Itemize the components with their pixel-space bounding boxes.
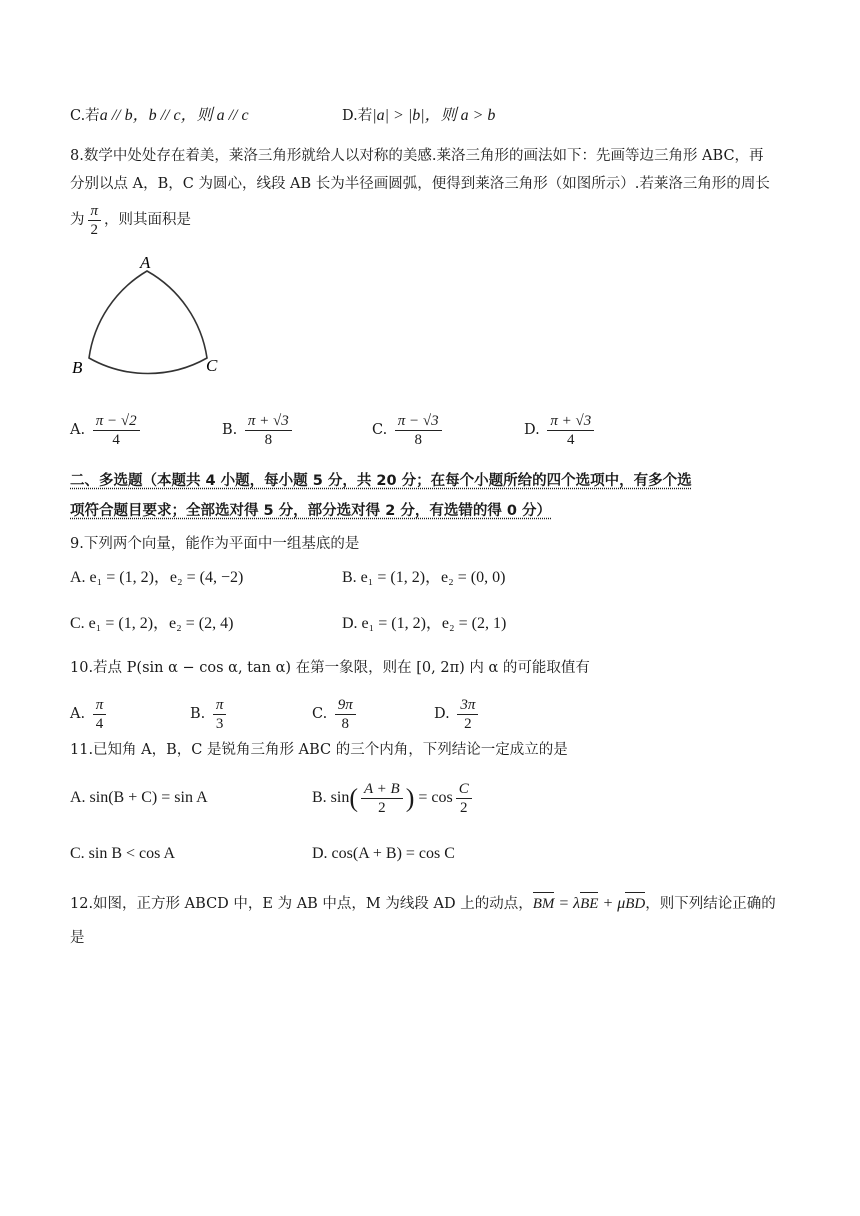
frac-numerator: A + B [361, 780, 403, 799]
frac-numerator: π + √3 [547, 412, 594, 431]
q12-eq-lambda: = λ [554, 895, 581, 912]
option-label: D. [434, 706, 450, 722]
reuleaux-triangle-figure [60, 250, 240, 380]
q11-option-b-label: B. sin [312, 789, 350, 806]
q8-option-c [372, 410, 445, 450]
option-fraction [335, 696, 356, 733]
frac-denominator: 8 [264, 431, 273, 448]
frac-numerator: π [88, 202, 102, 221]
q12-line-1 [70, 892, 776, 914]
q9-option-d: D. e₁ = (1, 2)，e₂ = (2, 1) [342, 615, 507, 632]
frac-denominator: 8 [414, 431, 422, 448]
option-label: D. [524, 422, 540, 438]
vector-be: BE [580, 892, 598, 914]
q11-option-a: A. sin(B + C) = sin A [70, 789, 208, 806]
frac-denominator: 2 [378, 799, 386, 816]
option-label: B. [190, 706, 206, 722]
q7-option-d [342, 106, 495, 126]
frac-numerator: π [93, 696, 107, 715]
frac-denominator: 2 [464, 715, 472, 732]
q7-option-c [70, 106, 249, 126]
reuleaux-triangle-outline [89, 271, 207, 374]
option-label: C. [312, 706, 328, 722]
q9-stem: 9.下列两个向量，能作为平面中一组基底的是 [70, 536, 360, 552]
frac-numerator: π + √3 [245, 412, 292, 431]
frac-denominator: 2 [459, 799, 468, 816]
vector-bd: BD [625, 892, 645, 914]
q12-line-1-tail: ，则下列结论正确的 [645, 896, 776, 912]
q12-line-1-text: 12.如图，正方形 ABCD 中，E 为 AB 中点，M 为线段 AD 上的动点， [70, 896, 533, 912]
figure-label-c: C [206, 356, 218, 375]
q9-option-c: C. e₁ = (1, 2)，e₂ = (2, 4) [70, 615, 234, 632]
q9-option-b: B. e₁ = (1, 2)，e₂ = (0, 0) [342, 569, 506, 586]
q11-option-c: C. sin B < cos A [70, 845, 176, 862]
q8-line-3-prefix: 为 [70, 212, 85, 228]
vector-bm: BM [533, 892, 555, 914]
q10-option-a [70, 694, 109, 734]
q10-option-b [190, 694, 229, 734]
section-2-heading-line-1: 二、多选题（本题共 4 小题，每小题 5 分，共 20 分；在每个小题所给的四个选项中，有多个选 [70, 473, 692, 489]
option-fraction [213, 696, 227, 733]
frac-denominator: 2 [90, 221, 98, 238]
figure-label-b: B [72, 358, 83, 377]
q8-line-2: 分别以点 A，B，C 为圆心，线段 AB 长为半径画圆弧，便得到莱洛三角形（如图所示）.若莱洛三角形的周长 [70, 176, 770, 192]
q11-option-b-mid: = cos [414, 789, 453, 806]
frac-numerator: C [456, 780, 472, 799]
option-fraction [395, 412, 442, 449]
figure-label-a: A [140, 253, 151, 272]
q8-line-1: 8.数学中处处存在着美，莱洛三角形就给人以对称的美感.莱洛三角形的画法如下：先画等边三角形 ABC，再 [70, 148, 764, 164]
option-label: B. [222, 422, 238, 438]
option-fraction [547, 412, 594, 449]
option-fraction [93, 412, 140, 449]
q8-option-d [524, 410, 597, 450]
option-label: C. [372, 422, 388, 438]
option-fraction [457, 696, 478, 733]
q7-option-c-label: C.若 [70, 108, 100, 124]
frac-denominator: 4 [95, 715, 104, 732]
option-fraction [245, 412, 292, 449]
frac-denominator: 4 [567, 431, 575, 448]
q11-stem: 11.已知角 A，B，C 是锐角三角形 ABC 的三个内角，下列结论一定成立的是 [70, 742, 568, 758]
q11-option-d: D. cos(A + B) = cos C [312, 845, 455, 862]
q11-option-b [312, 776, 475, 820]
q7-option-d-text: |a| > |b|，则 a > b [372, 107, 496, 124]
frac-numerator: π − √3 [395, 412, 442, 431]
q7-option-d-label: D.若 [342, 108, 373, 124]
frac-numerator: 9π [335, 696, 356, 715]
q8-perimeter-fraction [88, 202, 102, 239]
q7-option-c-text: a // b，b // c，则 a // c [99, 107, 249, 124]
section-2-heading-line-2: 项符合题目要求；全部选对得 5 分，部分选对得 2 分，有选错的得 0 分） [70, 503, 552, 519]
frac-denominator: 8 [341, 715, 350, 732]
option-fraction [361, 780, 403, 817]
frac-denominator: 3 [215, 715, 224, 732]
right-paren: ) [405, 783, 415, 813]
q12-line-2: 是 [70, 930, 85, 946]
left-paren: ( [349, 783, 359, 813]
option-fraction [93, 696, 107, 733]
q10-option-d [434, 694, 481, 734]
option-label: A. [70, 706, 86, 722]
q8-line-3-suffix: ，则其面积是 [104, 212, 192, 228]
q8-option-a [70, 410, 143, 450]
option-label: A. [70, 422, 86, 438]
option-fraction-2 [456, 780, 472, 817]
q10-stem: 10.若点 P(sin α − cos α, tan α) 在第一象限，则在 [0, 2π) 内 α 的可能取值有 [70, 660, 590, 676]
q8-option-b [222, 410, 295, 450]
q10-option-c [312, 694, 359, 734]
q9-option-a: A. e₁ = (1, 2)，e₂ = (4, −2) [70, 569, 244, 586]
q12-eq-mu: + μ [598, 895, 626, 912]
q8-line-3 [70, 200, 191, 240]
frac-numerator: π − √2 [93, 412, 140, 431]
frac-numerator: 3π [457, 696, 478, 715]
frac-denominator: 4 [112, 431, 120, 448]
frac-numerator: π [213, 696, 227, 715]
